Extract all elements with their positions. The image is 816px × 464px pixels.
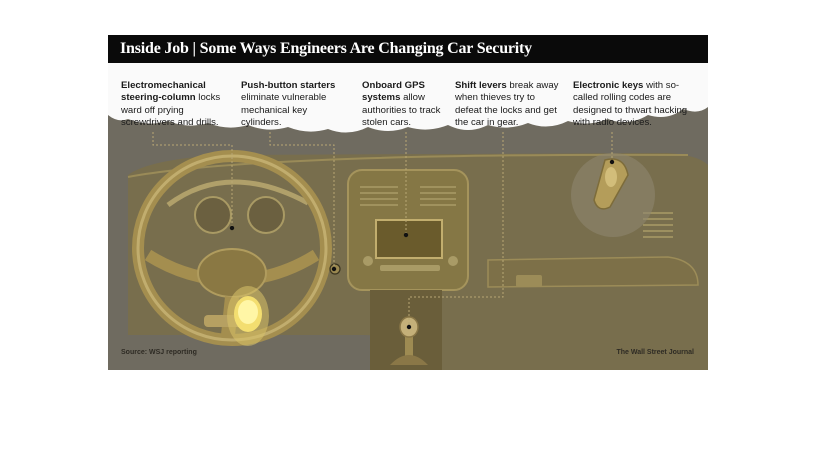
callout-text: locks ward off prying screwdrivers and drills. xyxy=(121,92,221,129)
callout-text: eliminate vulnerable mechanical key cylinders. xyxy=(241,92,327,129)
callout-steering-column xyxy=(121,80,233,130)
title-bar xyxy=(108,35,708,63)
callout-push-button xyxy=(241,80,346,130)
page-title: Inside Job | Some Ways Engineers Are Changing Car Security xyxy=(120,40,532,57)
callout-text: with so-called rolling codes are designed to thwart hacking with radio devices. xyxy=(573,80,688,129)
infographic xyxy=(108,35,708,370)
publisher-credit: The Wall Street Journal xyxy=(616,349,694,356)
callout-head: Onboard GPS systems xyxy=(362,80,425,104)
callout-head: Electromechanical steering-column xyxy=(121,80,206,104)
callout-head: Electronic keys xyxy=(573,80,644,91)
callout-gps xyxy=(362,80,446,130)
callout-head: Shift levers xyxy=(455,80,507,91)
gauge-right xyxy=(248,197,284,233)
source-note: Source: WSJ reporting xyxy=(121,349,197,356)
glove-box-handle xyxy=(516,275,542,287)
push-button-starter-icon xyxy=(227,286,269,346)
callout-text: allow authorities to track stolen cars. xyxy=(362,92,441,129)
callout-electronic-keys xyxy=(573,80,699,130)
gps-screen xyxy=(376,220,442,258)
gauge-left xyxy=(195,197,231,233)
callout-head: Push-button starters xyxy=(241,80,336,91)
callout-shift-lever xyxy=(455,80,563,130)
callout-text: break away when thieves try to defeat the locks and get the car in gear. xyxy=(455,80,559,129)
